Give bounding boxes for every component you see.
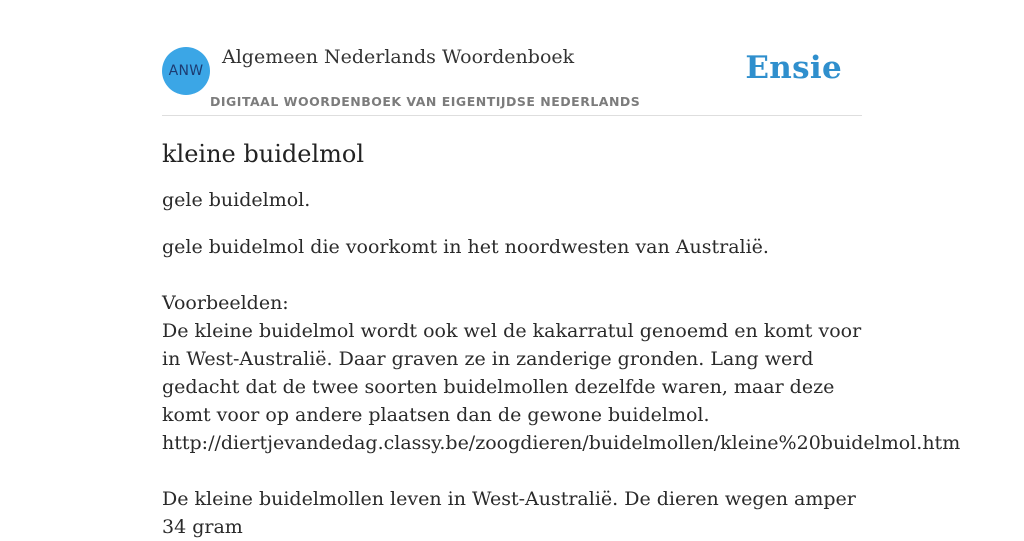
entry-content [162, 136, 961, 541]
example-text: De kleine buidelmollen leven in West-Australië. De dieren wegen amper 34 gram [162, 488, 856, 538]
ensie-brand-logo[interactable]: Ensie [745, 50, 842, 86]
example-source-link[interactable]: http://diertjevandedag.classy.be/zoogdieren/buidelmollen/kleine%20buidelmol.htm [162, 432, 961, 454]
site-header [162, 40, 862, 116]
spacer [162, 457, 902, 485]
site-title[interactable]: Algemeen Nederlands Woordenboek [222, 46, 575, 68]
example-text: De kleine buidelmol wordt ook wel de kakarratul genoemd en komt voor in West-Australië. Daar graven ze in zanderige gronden. Lang werd gedacht dat de twee soorten buidelmollen dezelfde waren, maar deze komt voor op andere plaatsen dan de gewone buidelmol. [162, 320, 862, 426]
entry-word: kleine buidelmol [162, 140, 365, 168]
header-divider [162, 115, 862, 116]
entry-description: gele buidelmol die voorkomt in het noordwesten van Australië. [162, 236, 769, 258]
logo-text: ANW [168, 63, 204, 79]
anw-logo[interactable] [162, 47, 210, 95]
entry-definition: gele buidelmol. [162, 189, 311, 211]
examples-heading: Voorbeelden: [162, 292, 289, 314]
site-subtitle: DIGITAAL WOORDENBOEK VAN EIGENTIJDSE NEDERLANDS [210, 94, 641, 109]
